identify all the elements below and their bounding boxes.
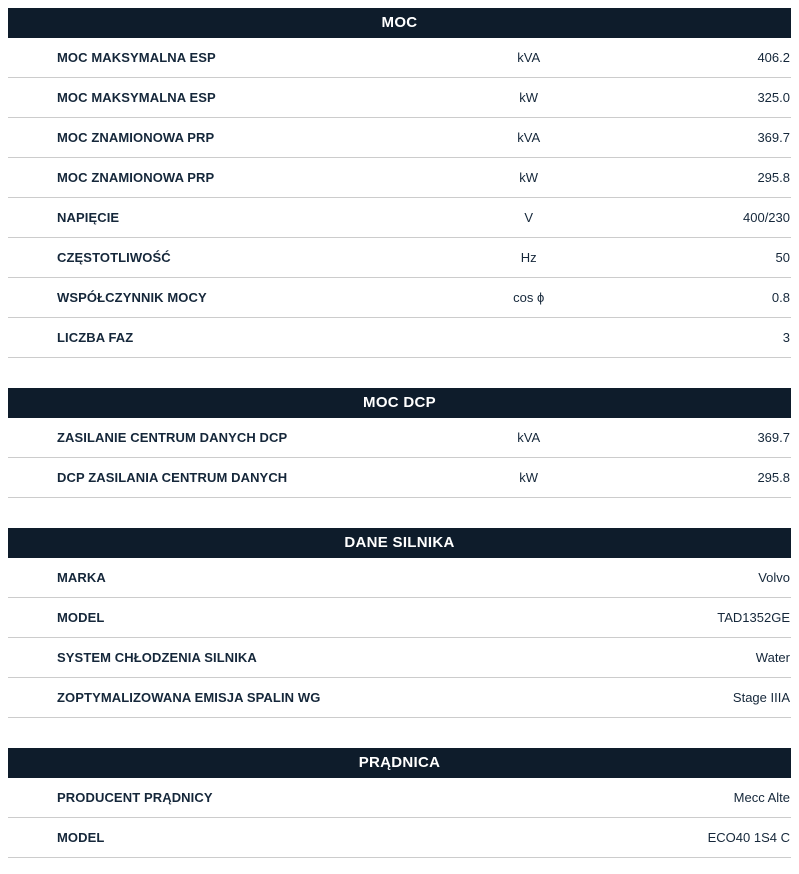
- row-value: Stage IIIA: [732, 690, 790, 705]
- spec-row: [8, 418, 791, 458]
- row-value: 400/230: [743, 210, 790, 225]
- row-value: Volvo: [758, 570, 790, 585]
- spec-row: [8, 318, 791, 358]
- row-label: MOC MAKSYMALNA ESP: [57, 50, 216, 65]
- row-unit: kVA: [517, 130, 541, 145]
- row-label: NAPIĘCIE: [57, 210, 120, 225]
- row-value: 0.8: [771, 290, 790, 305]
- spec-row: [8, 238, 791, 278]
- row-unit: kW: [519, 170, 539, 185]
- spec-row: [8, 818, 791, 858]
- row-value: 3: [782, 330, 790, 345]
- row-value: 295.8: [757, 470, 790, 485]
- spec-row: [8, 278, 791, 318]
- section-header: MOC DCP: [8, 388, 791, 418]
- spec-row: [8, 78, 791, 118]
- spec-row: [8, 598, 791, 638]
- section-header: DANE SILNIKA: [8, 528, 791, 558]
- spec-section: [8, 388, 791, 498]
- row-unit: Hz: [520, 250, 537, 265]
- spec-section: [8, 8, 791, 358]
- row-label: SYSTEM CHŁODZENIA SILNIKA: [57, 650, 257, 665]
- row-value: 325.0: [757, 90, 790, 105]
- row-label: DCP ZASILANIA CENTRUM DANYCH: [57, 470, 288, 485]
- row-value: Water: [755, 650, 790, 665]
- row-label: MODEL: [57, 610, 105, 625]
- row-value: TAD1352GE: [717, 610, 790, 625]
- section-header: MOC: [8, 8, 791, 38]
- spec-section: [8, 528, 791, 718]
- row-label: MOC MAKSYMALNA ESP: [57, 90, 216, 105]
- row-label: MOC ZNAMIONOWA PRP: [57, 130, 215, 145]
- row-value: 369.7: [757, 130, 790, 145]
- spec-section: [8, 748, 791, 858]
- row-unit: V: [524, 210, 534, 225]
- spec-row: [8, 458, 791, 498]
- row-value: 406.2: [757, 50, 790, 65]
- row-value: 50: [775, 250, 790, 265]
- row-label: MODEL: [57, 830, 105, 845]
- row-unit: cos ϕ: [513, 290, 545, 305]
- row-label: MOC ZNAMIONOWA PRP: [57, 170, 215, 185]
- section-header: PRĄDNICA: [8, 748, 791, 778]
- row-label: LICZBA FAZ: [57, 330, 134, 345]
- spec-row: [8, 678, 791, 718]
- spec-row: [8, 38, 791, 78]
- spec-row: [8, 198, 791, 238]
- row-label: WSPÓŁCZYNNIK MOCY: [57, 290, 207, 305]
- spec-row: [8, 638, 791, 678]
- row-label: ZASILANIE CENTRUM DANYCH DCP: [57, 430, 288, 445]
- spec-row: [8, 778, 791, 818]
- row-label: CZĘSTOTLIWOŚĆ: [57, 250, 171, 265]
- row-label: ZOPTYMALIZOWANA EMISJA SPALIN WG: [57, 690, 321, 705]
- row-value: 295.8: [757, 170, 790, 185]
- row-value: 369.7: [757, 430, 790, 445]
- row-label: PRODUCENT PRĄDNICY: [57, 790, 213, 805]
- row-unit: kW: [519, 470, 539, 485]
- row-unit: kW: [519, 90, 539, 105]
- row-unit: kVA: [517, 430, 541, 445]
- row-value: Mecc Alte: [733, 790, 790, 805]
- row-value: ECO40 1S4 C: [707, 830, 790, 845]
- row-label: MARKA: [57, 570, 106, 585]
- spec-row: [8, 118, 791, 158]
- spec-row: [8, 158, 791, 198]
- spec-row: [8, 558, 791, 598]
- spec-tables: [8, 8, 791, 858]
- row-unit: kVA: [517, 50, 541, 65]
